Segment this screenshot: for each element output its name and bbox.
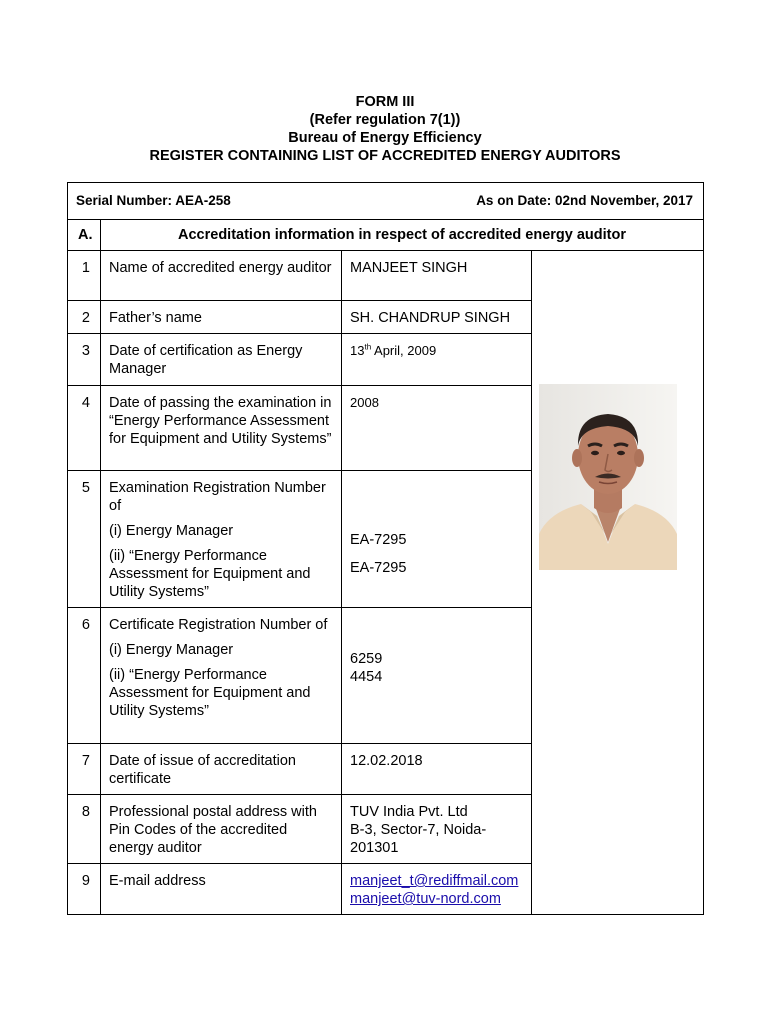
row-number: 9 — [68, 864, 101, 915]
email-link[interactable]: manjeet@tuv-nord.com — [350, 891, 501, 907]
row-label: Date of issue of accreditation certificate — [101, 744, 342, 795]
photo-cell — [532, 251, 704, 915]
row-value: TUV India Pvt. Ltd B-3, Sector-7, Noida- 201301 — [342, 795, 532, 864]
row-value: MANJEET SINGH — [342, 251, 532, 301]
auditor-photo — [539, 384, 677, 570]
portrait-illustration — [539, 384, 677, 570]
row-value: SH. CHANDRUP SINGH — [342, 301, 532, 334]
as-on-date: As on Date: 02nd November, 2017 — [476, 193, 694, 208]
section-title: Accreditation information in respect of accredited energy auditor — [101, 220, 704, 251]
row-value: 13th April, 2009 — [342, 334, 532, 386]
row-value: 12.02.2018 — [342, 744, 532, 795]
regulation-reference: (Refer regulation 7(1)) — [309, 112, 461, 128]
row-number: 3 — [68, 334, 101, 386]
row-label: E-mail address — [101, 864, 342, 915]
row-label: Name of accredited energy auditor — [101, 251, 342, 301]
row-label: Father’s name — [101, 301, 342, 334]
row-value: 2008 — [342, 386, 532, 471]
row-label: Examination Registration Number of (i) Energy Manager (ii) “Energy Performance Assessment for Equipment and Utility Systems” — [101, 471, 342, 608]
row-number: 1 — [68, 251, 101, 301]
row-label: Date of certification as Energy Manager — [101, 334, 342, 386]
row-value: EA-7295 EA-7295 — [342, 471, 532, 608]
serial-number: Serial Number: AEA-258 — [76, 193, 231, 208]
row-number: 8 — [68, 795, 101, 864]
meta-row — [68, 183, 704, 220]
table-row — [68, 251, 704, 301]
row-number: 6 — [68, 608, 101, 744]
section-letter: A. — [68, 220, 101, 251]
bureau-name: Bureau of Energy Efficiency — [288, 130, 482, 146]
form-number: FORM III — [355, 94, 415, 110]
row-label: Date of passing the examination in “Energy Performance Assessment for Equipment and Utility Systems” — [101, 386, 342, 471]
form-header — [0, 93, 770, 165]
row-label: Professional postal address with Pin Codes of the accredited energy auditor — [101, 795, 342, 864]
register-title: REGISTER CONTAINING LIST OF ACCREDITED ENERGY AUDITORS — [149, 148, 621, 164]
row-value — [342, 864, 532, 915]
row-value: 6259 4454 — [342, 608, 532, 744]
section-row — [68, 220, 704, 251]
row-number: 5 — [68, 471, 101, 608]
row-number: 2 — [68, 301, 101, 334]
row-label: Certificate Registration Number of (i) Energy Manager (ii) “Energy Performance Assessment for Equipment and Utility Systems” — [101, 608, 342, 744]
row-number: 7 — [68, 744, 101, 795]
row-number: 4 — [68, 386, 101, 471]
email-link[interactable]: manjeet_t@rediffmail.com — [350, 873, 519, 889]
